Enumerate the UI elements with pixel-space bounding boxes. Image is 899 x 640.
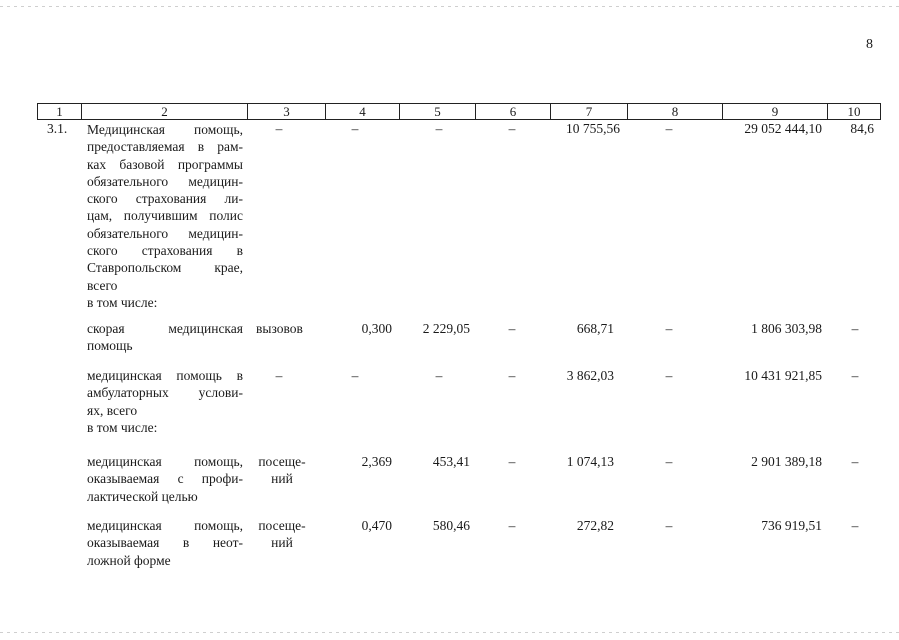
col10-cell: – [851,368,859,383]
col5-cell: 2 229,05 [422,321,470,336]
table-header-row [37,103,881,120]
description-line: амбулаторных услови- [87,385,243,401]
description-line: оказываемая с профи- [87,471,243,487]
unit-cell: – [275,368,283,383]
description-line: Ставропольском крае, [87,260,243,276]
description-line: ского страхования ли- [87,191,243,207]
header-col-2: 2 [161,104,168,119]
description-line: оказываемая в неот- [87,535,243,551]
col8-cell: – [665,121,673,136]
row-description [87,320,243,355]
unit-cell: ний [271,471,293,486]
header-col-9: 9 [771,104,779,119]
header-col-5: 5 [434,104,441,119]
description-line: обязательного медицин- [87,173,243,189]
header-col-1: 1 [56,104,63,119]
description-line: обязательного медицин- [87,225,243,241]
header-col-8: 8 [671,104,679,119]
col9-cell: 10 431 921,85 [744,368,822,383]
col6-cell: – [508,454,516,469]
col9-cell: 29 052 444,10 [744,121,822,136]
description-line: Медицинская помощь, [87,122,243,137]
header-col-10: 10 [847,104,861,119]
col8-cell: – [665,518,673,533]
col6-cell: – [508,518,516,533]
col9-cell: 2 901 389,18 [751,454,822,469]
row-number: 3.1. [47,121,68,136]
page-number: 8 [866,37,873,52]
description-line: ях, всего [87,402,138,418]
description-line: в том числе: [87,419,158,435]
description-line: в том числе: [87,294,158,310]
description-line: лактической целью [87,488,198,504]
col8-cell: – [665,321,673,336]
header-col-6: 6 [509,104,517,119]
col5-cell: – [435,121,443,136]
col6-cell: – [508,121,516,136]
col4-cell: 0,300 [361,321,392,336]
col10-cell: – [851,518,859,533]
col10-cell: 84,6 [850,121,874,136]
description-line: всего [87,277,118,293]
col10-cell: – [851,454,859,469]
col7-cell: 668,71 [576,321,614,336]
col7-cell: 272,82 [576,518,614,533]
unit-cell: ний [271,535,293,550]
description-line: медицинская помощь в [87,368,243,383]
row-description [87,517,243,569]
header-col-3: 3 [283,104,290,119]
col4-cell: – [351,121,359,136]
col6-cell: – [508,368,516,383]
row-description [87,121,243,311]
col8-cell: – [665,368,673,383]
description-line: ках базовой программы [87,156,243,172]
col7-cell: 3 862,03 [566,368,614,383]
col6-cell: – [508,321,516,336]
row-description [87,453,243,505]
col9-cell: 1 806 303,98 [751,321,822,336]
unit-cell: посеще- [258,518,306,533]
col7-cell: 1 074,13 [566,454,614,469]
col10-cell: – [851,321,859,336]
header-col-4: 4 [359,104,366,119]
unit-cell: посеще- [258,454,306,469]
unit-cell: – [275,121,283,136]
col7-cell: 10 755,56 [566,121,620,136]
header-col-7: 7 [585,104,593,119]
description-line: ложной форме [87,552,171,568]
description-line: ского страхования в [87,243,243,259]
col9-cell: 736 919,51 [761,518,822,533]
description-line: медицинская помощь, [87,454,243,469]
col5-cell: – [435,368,443,383]
scan-artifact-bottom [0,632,899,633]
col8-cell: – [665,454,673,469]
unit-cell: вызовов [256,321,303,336]
description-line: медицинская помощь, [87,518,243,533]
col4-cell: – [351,368,359,383]
scan-artifact-top [0,6,899,7]
description-line: помощь [87,338,133,354]
col5-cell: 453,41 [432,454,470,469]
description-line: цам, получившим полис [87,208,243,224]
description-line: предоставляемая в рам- [87,139,243,155]
col4-cell: 0,470 [361,518,392,533]
col5-cell: 580,46 [432,518,470,533]
description-line: скорая медицинская [87,321,243,336]
col4-cell: 2,369 [361,454,392,469]
row-description [87,367,243,436]
